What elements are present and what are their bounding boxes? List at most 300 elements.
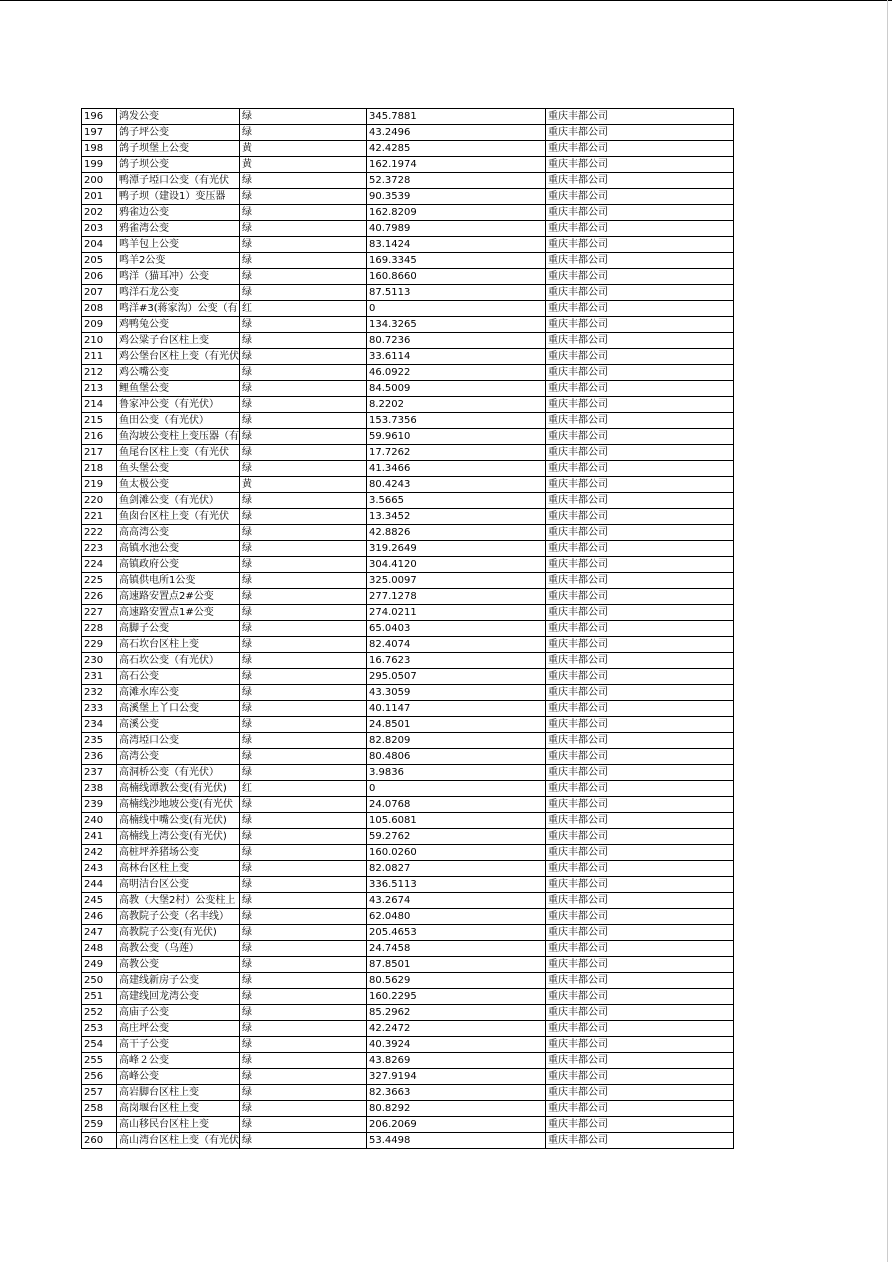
value-cell: 59.9610 bbox=[367, 429, 546, 445]
status-color-cell: 绿 bbox=[240, 381, 367, 397]
transformer-name-cell: 高洞桥公变（有光伏） bbox=[117, 765, 240, 781]
company-cell: 重庆丰都公司 bbox=[546, 365, 734, 381]
value-cell: 33.6114 bbox=[367, 349, 546, 365]
table-row bbox=[82, 349, 734, 365]
row-number-cell: 215 bbox=[82, 413, 117, 429]
value-cell: 82.3663 bbox=[367, 1085, 546, 1101]
company-cell: 重庆丰都公司 bbox=[546, 301, 734, 317]
transformer-name-cell: 鸽子坝堡上公变 bbox=[117, 141, 240, 157]
row-number-cell: 207 bbox=[82, 285, 117, 301]
transformer-name-cell: 鸣洋石龙公变 bbox=[117, 285, 240, 301]
company-cell: 重庆丰都公司 bbox=[546, 685, 734, 701]
row-number-cell: 206 bbox=[82, 269, 117, 285]
row-number-cell: 204 bbox=[82, 237, 117, 253]
status-color-cell: 绿 bbox=[240, 493, 367, 509]
row-number-cell: 211 bbox=[82, 349, 117, 365]
status-color-cell: 绿 bbox=[240, 509, 367, 525]
company-cell: 重庆丰都公司 bbox=[546, 781, 734, 797]
status-color-cell: 绿 bbox=[240, 1005, 367, 1021]
row-number-cell: 255 bbox=[82, 1053, 117, 1069]
transformer-name-cell: 高楠线谭教公变(有光伏) bbox=[117, 781, 240, 797]
transformer-name-cell: 高建线新房子公变 bbox=[117, 973, 240, 989]
status-color-cell: 黄 bbox=[240, 157, 367, 173]
status-color-cell: 绿 bbox=[240, 589, 367, 605]
company-cell: 重庆丰都公司 bbox=[546, 205, 734, 221]
table-row bbox=[82, 877, 734, 893]
table-row bbox=[82, 845, 734, 861]
transformer-name-cell: 鸡公粱子台区柱上变 bbox=[117, 333, 240, 349]
transformer-name-cell: 高桩坪养猪场公变 bbox=[117, 845, 240, 861]
transformer-table bbox=[81, 108, 734, 1149]
transformer-name-cell: 高湾公变 bbox=[117, 749, 240, 765]
row-number-cell: 224 bbox=[82, 557, 117, 573]
status-color-cell: 绿 bbox=[240, 541, 367, 557]
table-row bbox=[82, 365, 734, 381]
status-color-cell: 绿 bbox=[240, 1037, 367, 1053]
table-row bbox=[82, 317, 734, 333]
value-cell: 83.1424 bbox=[367, 237, 546, 253]
table-row bbox=[82, 973, 734, 989]
row-number-cell: 222 bbox=[82, 525, 117, 541]
company-cell: 重庆丰都公司 bbox=[546, 813, 734, 829]
company-cell: 重庆丰都公司 bbox=[546, 173, 734, 189]
company-cell: 重庆丰都公司 bbox=[546, 941, 734, 957]
table-row bbox=[82, 909, 734, 925]
table-row bbox=[82, 269, 734, 285]
table-row bbox=[82, 173, 734, 189]
row-number-cell: 229 bbox=[82, 637, 117, 653]
company-cell: 重庆丰都公司 bbox=[546, 1133, 734, 1149]
status-color-cell: 绿 bbox=[240, 461, 367, 477]
transformer-name-cell: 高林台区柱上变 bbox=[117, 861, 240, 877]
status-color-cell: 绿 bbox=[240, 221, 367, 237]
status-color-cell: 绿 bbox=[240, 813, 367, 829]
transformer-name-cell: 鲁家冲公变（有光伏） bbox=[117, 397, 240, 413]
status-color-cell: 绿 bbox=[240, 445, 367, 461]
row-number-cell: 214 bbox=[82, 397, 117, 413]
company-cell: 重庆丰都公司 bbox=[546, 1117, 734, 1133]
company-cell: 重庆丰都公司 bbox=[546, 1069, 734, 1085]
transformer-name-cell: 鱼囱台区柱上变（有光伏 bbox=[117, 509, 240, 525]
company-cell: 重庆丰都公司 bbox=[546, 589, 734, 605]
value-cell: 206.2069 bbox=[367, 1117, 546, 1133]
value-cell: 0 bbox=[367, 781, 546, 797]
row-number-cell: 212 bbox=[82, 365, 117, 381]
transformer-name-cell: 鸽子坪公变 bbox=[117, 125, 240, 141]
table-row bbox=[82, 141, 734, 157]
company-cell: 重庆丰都公司 bbox=[546, 877, 734, 893]
table-row bbox=[82, 333, 734, 349]
value-cell: 160.8660 bbox=[367, 269, 546, 285]
value-cell: 40.3924 bbox=[367, 1037, 546, 1053]
table-row bbox=[82, 1101, 734, 1117]
table-row bbox=[82, 669, 734, 685]
status-color-cell: 绿 bbox=[240, 125, 367, 141]
value-cell: 80.7236 bbox=[367, 333, 546, 349]
row-number-cell: 210 bbox=[82, 333, 117, 349]
table-row bbox=[82, 1037, 734, 1053]
table-row bbox=[82, 429, 734, 445]
status-color-cell: 绿 bbox=[240, 1069, 367, 1085]
transformer-name-cell: 高教院子公变(有光伏) bbox=[117, 925, 240, 941]
company-cell: 重庆丰都公司 bbox=[546, 557, 734, 573]
value-cell: 80.5629 bbox=[367, 973, 546, 989]
value-cell: 160.0260 bbox=[367, 845, 546, 861]
value-cell: 295.0507 bbox=[367, 669, 546, 685]
transformer-name-cell: 高楠线沙地坡公变(有光伏 bbox=[117, 797, 240, 813]
value-cell: 53.4498 bbox=[367, 1133, 546, 1149]
table-row bbox=[82, 797, 734, 813]
value-cell: 160.2295 bbox=[367, 989, 546, 1005]
status-color-cell: 绿 bbox=[240, 205, 367, 221]
transformer-name-cell: 鲤鱼堡公变 bbox=[117, 381, 240, 397]
table-row bbox=[82, 1117, 734, 1133]
company-cell: 重庆丰都公司 bbox=[546, 413, 734, 429]
company-cell: 重庆丰都公司 bbox=[546, 429, 734, 445]
company-cell: 重庆丰都公司 bbox=[546, 445, 734, 461]
company-cell: 重庆丰都公司 bbox=[546, 1021, 734, 1037]
company-cell: 重庆丰都公司 bbox=[546, 1053, 734, 1069]
value-cell: 82.4074 bbox=[367, 637, 546, 653]
value-cell: 169.3345 bbox=[367, 253, 546, 269]
row-number-cell: 247 bbox=[82, 925, 117, 941]
company-cell: 重庆丰都公司 bbox=[546, 509, 734, 525]
transformer-name-cell: 高山移民台区柱上变 bbox=[117, 1117, 240, 1133]
table-row bbox=[82, 1005, 734, 1021]
transformer-name-cell: 鸣羊2公变 bbox=[117, 253, 240, 269]
row-number-cell: 242 bbox=[82, 845, 117, 861]
row-number-cell: 234 bbox=[82, 717, 117, 733]
row-number-cell: 198 bbox=[82, 141, 117, 157]
table-row bbox=[82, 301, 734, 317]
transformer-name-cell: 高石坎公变（有光伏） bbox=[117, 653, 240, 669]
status-color-cell: 绿 bbox=[240, 637, 367, 653]
company-cell: 重庆丰都公司 bbox=[546, 349, 734, 365]
transformer-name-cell: 高楠线上湾公变(有光伏) bbox=[117, 829, 240, 845]
value-cell: 345.7881 bbox=[367, 109, 546, 125]
status-color-cell: 红 bbox=[240, 781, 367, 797]
row-number-cell: 228 bbox=[82, 621, 117, 637]
value-cell: 42.8826 bbox=[367, 525, 546, 541]
transformer-name-cell: 鸡鸭兔公变 bbox=[117, 317, 240, 333]
value-cell: 43.2496 bbox=[367, 125, 546, 141]
row-number-cell: 258 bbox=[82, 1101, 117, 1117]
transformer-name-cell: 高高湾公变 bbox=[117, 525, 240, 541]
status-color-cell: 绿 bbox=[240, 717, 367, 733]
transformer-name-cell: 高溪公变 bbox=[117, 717, 240, 733]
transformer-name-cell: 高石公变 bbox=[117, 669, 240, 685]
company-cell: 重庆丰都公司 bbox=[546, 141, 734, 157]
table-row bbox=[82, 557, 734, 573]
table-row bbox=[82, 701, 734, 717]
transformer-name-cell: 高庙子公变 bbox=[117, 1005, 240, 1021]
row-number-cell: 254 bbox=[82, 1037, 117, 1053]
value-cell: 105.6081 bbox=[367, 813, 546, 829]
table-row bbox=[82, 285, 734, 301]
status-color-cell: 绿 bbox=[240, 829, 367, 845]
company-cell: 重庆丰都公司 bbox=[546, 189, 734, 205]
row-number-cell: 203 bbox=[82, 221, 117, 237]
status-color-cell: 绿 bbox=[240, 621, 367, 637]
row-number-cell: 252 bbox=[82, 1005, 117, 1021]
status-color-cell: 绿 bbox=[240, 957, 367, 973]
transformer-name-cell: 鸡公嘴公变 bbox=[117, 365, 240, 381]
value-cell: 46.0922 bbox=[367, 365, 546, 381]
page-top-border bbox=[0, 0, 892, 1]
row-number-cell: 241 bbox=[82, 829, 117, 845]
table-row bbox=[82, 1133, 734, 1149]
company-cell: 重庆丰都公司 bbox=[546, 637, 734, 653]
value-cell: 16.7623 bbox=[367, 653, 546, 669]
table-row bbox=[82, 381, 734, 397]
row-number-cell: 220 bbox=[82, 493, 117, 509]
table-row bbox=[82, 573, 734, 589]
transformer-name-cell: 鸭子坝（建设1）变压器 bbox=[117, 189, 240, 205]
row-number-cell: 201 bbox=[82, 189, 117, 205]
status-color-cell: 绿 bbox=[240, 973, 367, 989]
row-number-cell: 245 bbox=[82, 893, 117, 909]
value-cell: 43.3059 bbox=[367, 685, 546, 701]
row-number-cell: 251 bbox=[82, 989, 117, 1005]
transformer-name-cell: 鸿发公变 bbox=[117, 109, 240, 125]
status-color-cell: 绿 bbox=[240, 1101, 367, 1117]
row-number-cell: 249 bbox=[82, 957, 117, 973]
company-cell: 重庆丰都公司 bbox=[546, 749, 734, 765]
company-cell: 重庆丰都公司 bbox=[546, 765, 734, 781]
status-color-cell: 绿 bbox=[240, 285, 367, 301]
transformer-name-cell: 鱼尾台区柱上变（有光伏 bbox=[117, 445, 240, 461]
row-number-cell: 196 bbox=[82, 109, 117, 125]
value-cell: 327.9194 bbox=[367, 1069, 546, 1085]
table-row bbox=[82, 637, 734, 653]
table-row bbox=[82, 445, 734, 461]
table-row bbox=[82, 941, 734, 957]
value-cell: 13.3452 bbox=[367, 509, 546, 525]
table-row bbox=[82, 221, 734, 237]
row-number-cell: 239 bbox=[82, 797, 117, 813]
company-cell: 重庆丰都公司 bbox=[546, 237, 734, 253]
company-cell: 重庆丰都公司 bbox=[546, 109, 734, 125]
value-cell: 40.7989 bbox=[367, 221, 546, 237]
transformer-name-cell: 鱼沟坡公变柱上变压器（有 bbox=[117, 429, 240, 445]
status-color-cell: 绿 bbox=[240, 349, 367, 365]
value-cell: 65.0403 bbox=[367, 621, 546, 637]
company-cell: 重庆丰都公司 bbox=[546, 573, 734, 589]
status-color-cell: 绿 bbox=[240, 333, 367, 349]
status-color-cell: 绿 bbox=[240, 365, 367, 381]
status-color-cell: 绿 bbox=[240, 797, 367, 813]
transformer-name-cell: 鸡公堡台区柱上变（有光伏 bbox=[117, 349, 240, 365]
table-row bbox=[82, 621, 734, 637]
transformer-name-cell: 高教公变 bbox=[117, 957, 240, 973]
value-cell: 80.4243 bbox=[367, 477, 546, 493]
company-cell: 重庆丰都公司 bbox=[546, 221, 734, 237]
table-row bbox=[82, 477, 734, 493]
value-cell: 0 bbox=[367, 301, 546, 317]
status-color-cell: 绿 bbox=[240, 1133, 367, 1149]
status-color-cell: 绿 bbox=[240, 941, 367, 957]
company-cell: 重庆丰都公司 bbox=[546, 477, 734, 493]
transformer-name-cell: 高岗堰台区柱上变 bbox=[117, 1101, 240, 1117]
status-color-cell: 绿 bbox=[240, 653, 367, 669]
status-color-cell: 绿 bbox=[240, 669, 367, 685]
table-body bbox=[82, 109, 734, 1149]
company-cell: 重庆丰都公司 bbox=[546, 1085, 734, 1101]
value-cell: 134.3265 bbox=[367, 317, 546, 333]
status-color-cell: 绿 bbox=[240, 685, 367, 701]
status-color-cell: 绿 bbox=[240, 109, 367, 125]
table-row bbox=[82, 493, 734, 509]
row-number-cell: 218 bbox=[82, 461, 117, 477]
value-cell: 8.2202 bbox=[367, 397, 546, 413]
row-number-cell: 208 bbox=[82, 301, 117, 317]
company-cell: 重庆丰都公司 bbox=[546, 973, 734, 989]
table-row bbox=[82, 717, 734, 733]
table-row bbox=[82, 413, 734, 429]
row-number-cell: 248 bbox=[82, 941, 117, 957]
company-cell: 重庆丰都公司 bbox=[546, 925, 734, 941]
company-cell: 重庆丰都公司 bbox=[546, 861, 734, 877]
transformer-name-cell: 鱼田公变（有光伏） bbox=[117, 413, 240, 429]
table-row bbox=[82, 509, 734, 525]
company-cell: 重庆丰都公司 bbox=[546, 797, 734, 813]
table-row bbox=[82, 253, 734, 269]
company-cell: 重庆丰都公司 bbox=[546, 493, 734, 509]
transformer-name-cell: 鸽子坝公变 bbox=[117, 157, 240, 173]
transformer-name-cell: 高山湾台区柱上变（有光伏 bbox=[117, 1133, 240, 1149]
row-number-cell: 199 bbox=[82, 157, 117, 173]
status-color-cell: 绿 bbox=[240, 733, 367, 749]
row-number-cell: 233 bbox=[82, 701, 117, 717]
transformer-name-cell: 高庄坪公变 bbox=[117, 1021, 240, 1037]
row-number-cell: 217 bbox=[82, 445, 117, 461]
row-number-cell: 231 bbox=[82, 669, 117, 685]
value-cell: 40.1147 bbox=[367, 701, 546, 717]
status-color-cell: 绿 bbox=[240, 317, 367, 333]
transformer-name-cell: 高教院子公变（名丰线） bbox=[117, 909, 240, 925]
row-number-cell: 213 bbox=[82, 381, 117, 397]
row-number-cell: 232 bbox=[82, 685, 117, 701]
status-color-cell: 绿 bbox=[240, 845, 367, 861]
status-color-cell: 绿 bbox=[240, 1053, 367, 1069]
company-cell: 重庆丰都公司 bbox=[546, 717, 734, 733]
transformer-name-cell: 高镇政府公变 bbox=[117, 557, 240, 573]
table-row bbox=[82, 957, 734, 973]
value-cell: 304.4120 bbox=[367, 557, 546, 573]
company-cell: 重庆丰都公司 bbox=[546, 653, 734, 669]
row-number-cell: 227 bbox=[82, 605, 117, 621]
value-cell: 162.8209 bbox=[367, 205, 546, 221]
company-cell: 重庆丰都公司 bbox=[546, 525, 734, 541]
row-number-cell: 221 bbox=[82, 509, 117, 525]
company-cell: 重庆丰都公司 bbox=[546, 269, 734, 285]
table-row bbox=[82, 605, 734, 621]
table-row bbox=[82, 1069, 734, 1085]
table-row bbox=[82, 237, 734, 253]
value-cell: 153.7356 bbox=[367, 413, 546, 429]
status-color-cell: 绿 bbox=[240, 237, 367, 253]
row-number-cell: 236 bbox=[82, 749, 117, 765]
row-number-cell: 256 bbox=[82, 1069, 117, 1085]
company-cell: 重庆丰都公司 bbox=[546, 893, 734, 909]
status-color-cell: 绿 bbox=[240, 429, 367, 445]
table-row bbox=[82, 813, 734, 829]
transformer-name-cell: 鱼头堡公变 bbox=[117, 461, 240, 477]
row-number-cell: 200 bbox=[82, 173, 117, 189]
company-cell: 重庆丰都公司 bbox=[546, 253, 734, 269]
value-cell: 82.0827 bbox=[367, 861, 546, 877]
value-cell: 3.9836 bbox=[367, 765, 546, 781]
table-row bbox=[82, 829, 734, 845]
table-row bbox=[82, 765, 734, 781]
row-number-cell: 259 bbox=[82, 1117, 117, 1133]
status-color-cell: 绿 bbox=[240, 1085, 367, 1101]
value-cell: 42.4285 bbox=[367, 141, 546, 157]
value-cell: 24.8501 bbox=[367, 717, 546, 733]
value-cell: 84.5009 bbox=[367, 381, 546, 397]
status-color-cell: 绿 bbox=[240, 701, 367, 717]
row-number-cell: 246 bbox=[82, 909, 117, 925]
row-number-cell: 209 bbox=[82, 317, 117, 333]
row-number-cell: 230 bbox=[82, 653, 117, 669]
row-number-cell: 202 bbox=[82, 205, 117, 221]
transformer-name-cell: 高石坎台区柱上变 bbox=[117, 637, 240, 653]
value-cell: 90.3539 bbox=[367, 189, 546, 205]
transformer-name-cell: 高速路安置点1#公变 bbox=[117, 605, 240, 621]
company-cell: 重庆丰都公司 bbox=[546, 1037, 734, 1053]
transformer-name-cell: 高镇供电所1公变 bbox=[117, 573, 240, 589]
row-number-cell: 237 bbox=[82, 765, 117, 781]
table-row bbox=[82, 685, 734, 701]
company-cell: 重庆丰都公司 bbox=[546, 909, 734, 925]
transformer-name-cell: 鸭潭子埡口公变（有光伏 bbox=[117, 173, 240, 189]
value-cell: 80.8292 bbox=[367, 1101, 546, 1117]
transformer-name-cell: 鱼剑滩公变（有光伏） bbox=[117, 493, 240, 509]
status-color-cell: 绿 bbox=[240, 557, 367, 573]
status-color-cell: 绿 bbox=[240, 1021, 367, 1037]
row-number-cell: 257 bbox=[82, 1085, 117, 1101]
status-color-cell: 红 bbox=[240, 301, 367, 317]
status-color-cell: 绿 bbox=[240, 909, 367, 925]
table-row bbox=[82, 541, 734, 557]
row-number-cell: 240 bbox=[82, 813, 117, 829]
status-color-cell: 绿 bbox=[240, 989, 367, 1005]
value-cell: 59.2762 bbox=[367, 829, 546, 845]
value-cell: 24.0768 bbox=[367, 797, 546, 813]
status-color-cell: 绿 bbox=[240, 573, 367, 589]
company-cell: 重庆丰都公司 bbox=[546, 461, 734, 477]
table-row bbox=[82, 1085, 734, 1101]
table-row bbox=[82, 205, 734, 221]
value-cell: 43.2674 bbox=[367, 893, 546, 909]
row-number-cell: 243 bbox=[82, 861, 117, 877]
table-row bbox=[82, 461, 734, 477]
row-number-cell: 197 bbox=[82, 125, 117, 141]
transformer-name-cell: 高峰２公变 bbox=[117, 1053, 240, 1069]
status-color-cell: 黄 bbox=[240, 141, 367, 157]
row-number-cell: 205 bbox=[82, 253, 117, 269]
company-cell: 重庆丰都公司 bbox=[546, 157, 734, 173]
company-cell: 重庆丰都公司 bbox=[546, 621, 734, 637]
table-row bbox=[82, 125, 734, 141]
status-color-cell: 绿 bbox=[240, 253, 367, 269]
table-row bbox=[82, 525, 734, 541]
transformer-name-cell: 高干子公变 bbox=[117, 1037, 240, 1053]
value-cell: 277.1278 bbox=[367, 589, 546, 605]
table-row bbox=[82, 109, 734, 125]
table-row bbox=[82, 157, 734, 173]
value-cell: 162.1974 bbox=[367, 157, 546, 173]
